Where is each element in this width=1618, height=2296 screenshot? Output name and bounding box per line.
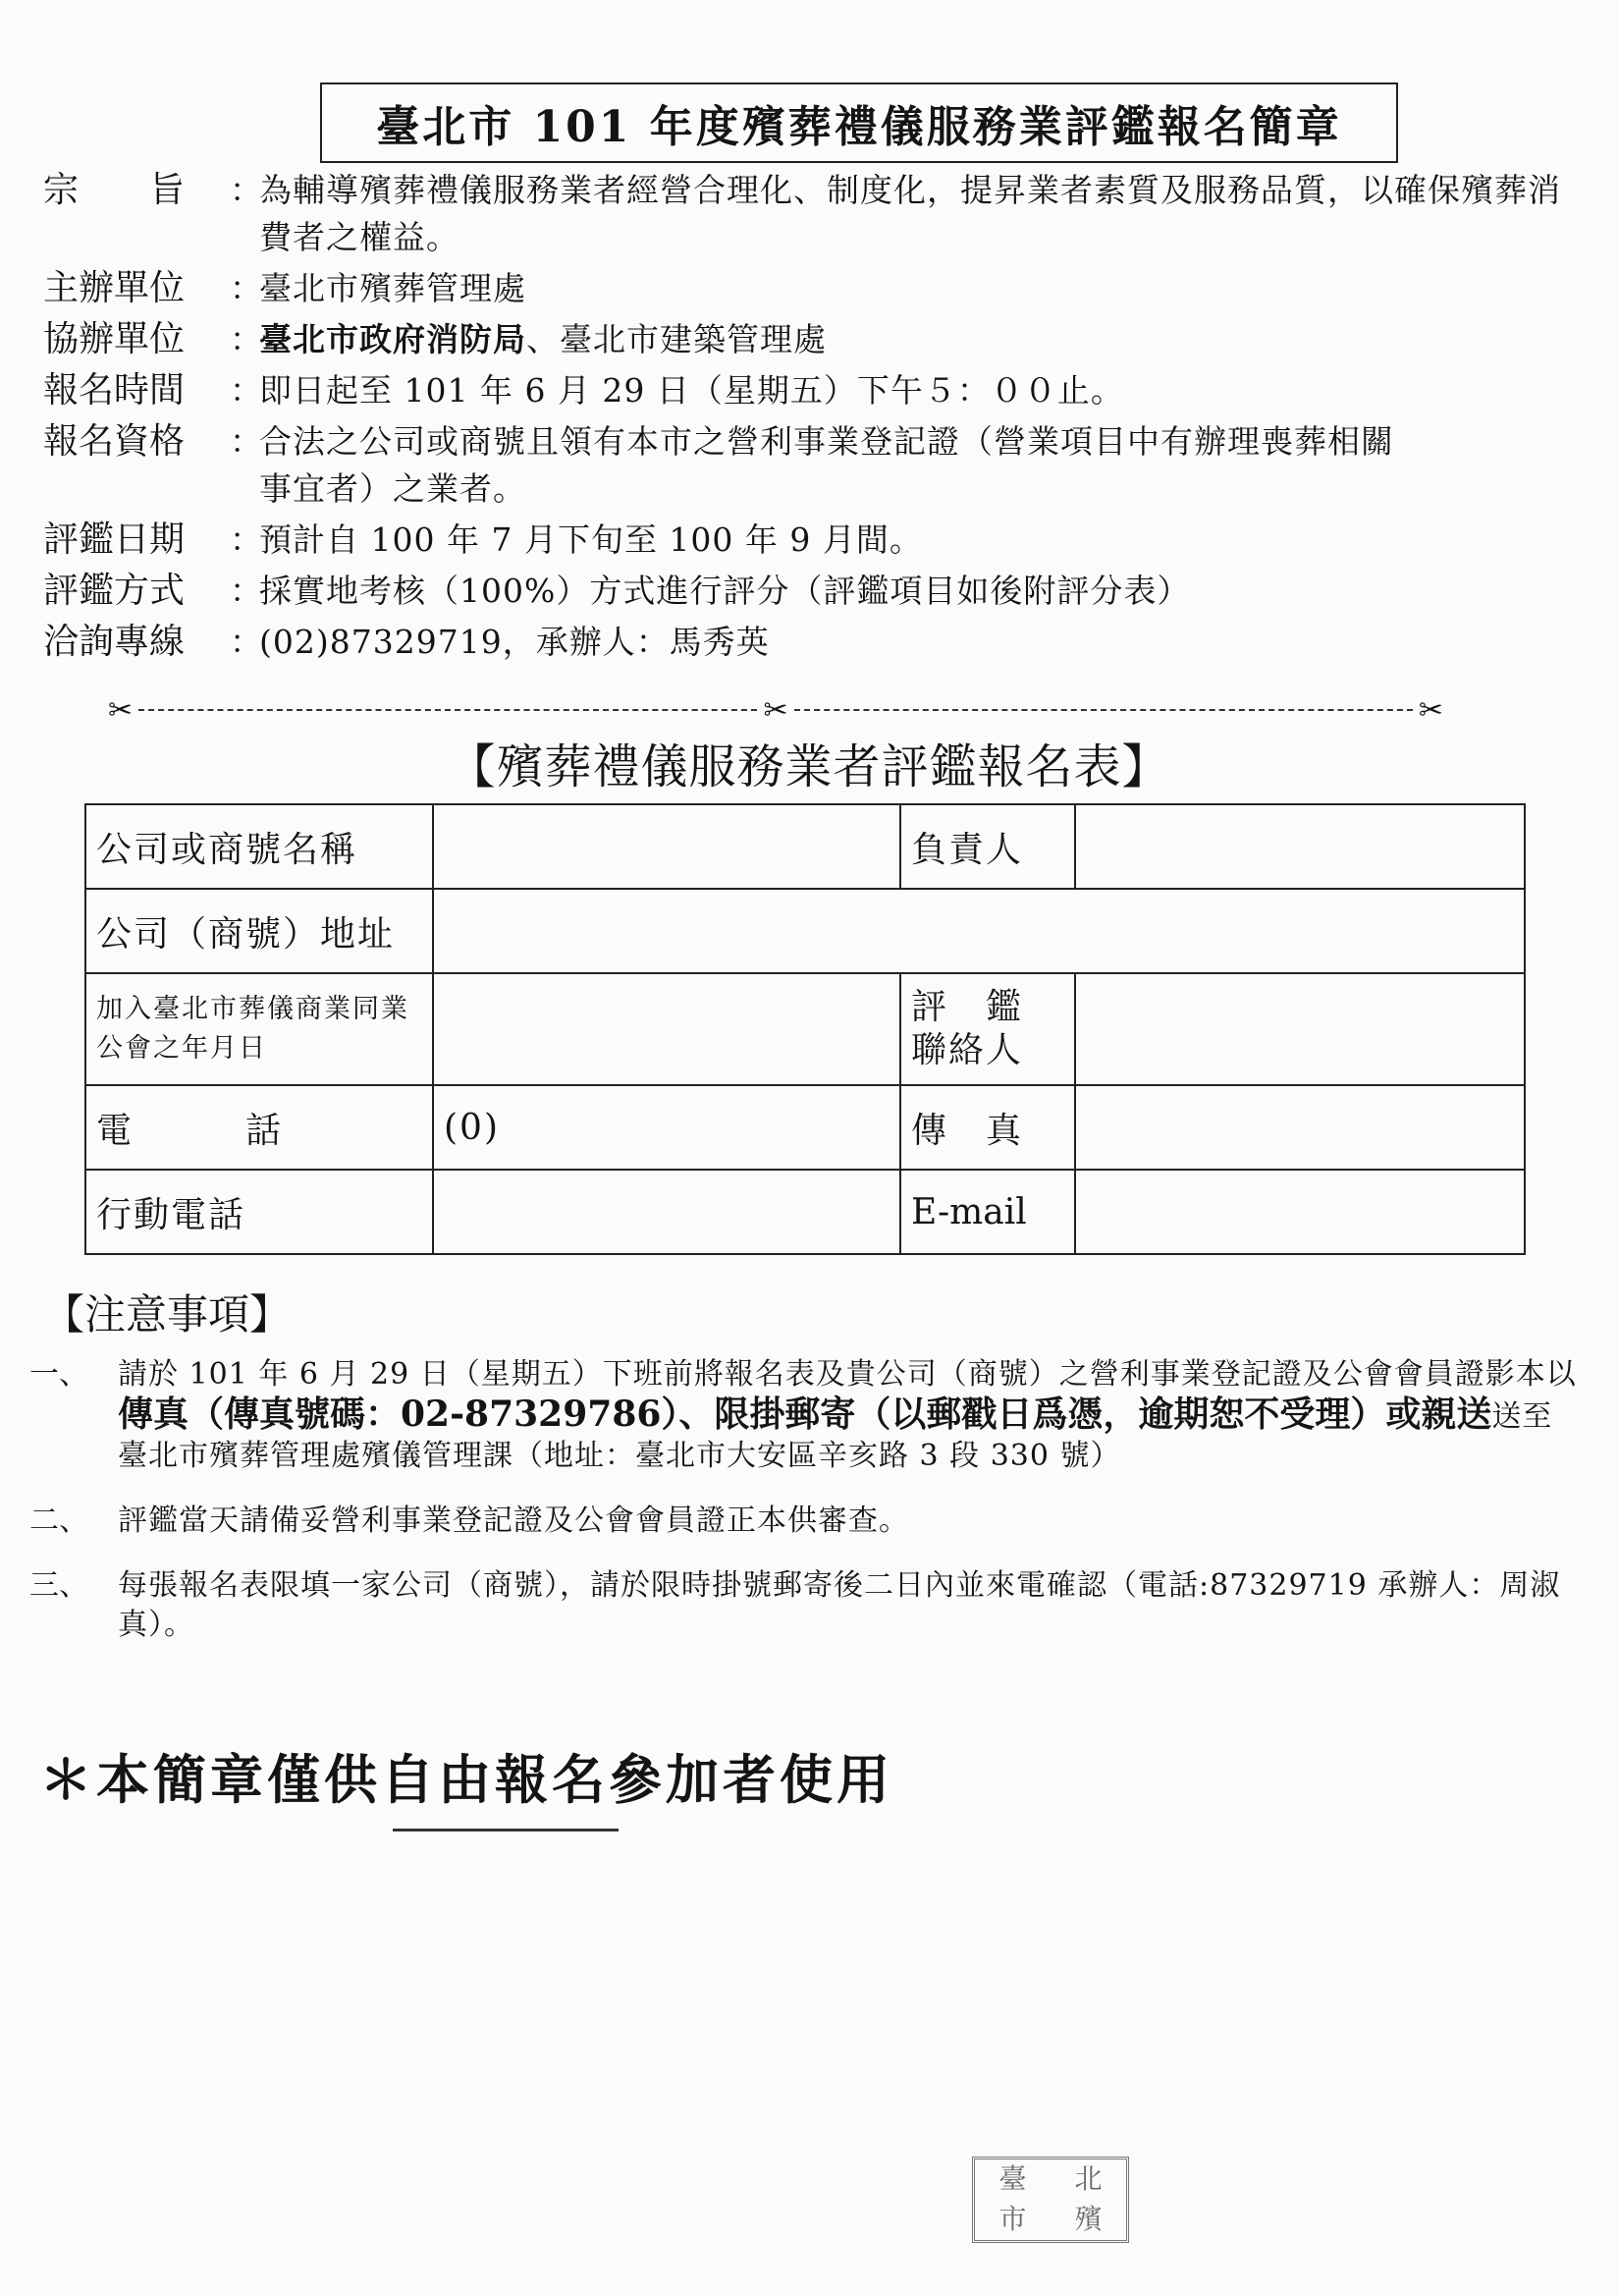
info-row-purpose bbox=[43, 167, 1575, 261]
mobile-field[interactable] bbox=[433, 1170, 900, 1254]
note-number: 二、 bbox=[29, 1503, 88, 1538]
email-label: E-mail bbox=[900, 1170, 1075, 1254]
form-row bbox=[85, 804, 1525, 889]
company-name-field[interactable] bbox=[433, 804, 900, 889]
form-row bbox=[85, 1085, 1525, 1170]
info-section bbox=[43, 167, 1575, 670]
info-label: 報名時間 bbox=[43, 370, 186, 410]
mobile-label: 行動電話 bbox=[85, 1170, 433, 1254]
fax-label: 傳 真 bbox=[900, 1085, 1075, 1170]
info-colon: ： bbox=[230, 422, 262, 461]
info-value: 即日起至 101 年 6 月 29 日（星期五）下午５：００止。 bbox=[259, 371, 1124, 410]
owner-label: 負責人 bbox=[900, 804, 1075, 889]
info-value: 採實地考核（100%）方式進行評分（評鑑項目如後附評分表） bbox=[259, 572, 1191, 610]
owner-field[interactable] bbox=[1075, 804, 1525, 889]
form-row bbox=[85, 889, 1525, 973]
info-colon: ： bbox=[230, 572, 262, 610]
info-colon: ： bbox=[230, 520, 262, 559]
note-item bbox=[29, 1566, 1581, 1645]
info-value-bold: 臺北市政府消防局 bbox=[259, 320, 526, 358]
info-row-contact-line bbox=[43, 619, 1575, 666]
registration-form bbox=[84, 803, 1526, 1255]
info-label: 宗 旨 bbox=[43, 170, 186, 210]
join-date-field[interactable] bbox=[433, 973, 900, 1085]
note-item bbox=[29, 1355, 1581, 1476]
note-number: 一、 bbox=[29, 1357, 88, 1392]
info-row-co-organizer bbox=[43, 316, 1575, 363]
info-label: 協辦單位 bbox=[43, 319, 186, 359]
dashed-line bbox=[794, 709, 1413, 711]
info-value: 為輔導殯葬禮儀服務業者經營合理化、制度化，提昇業者素質及服務品質，以確保殯葬消費者之權益。 bbox=[259, 171, 1561, 256]
info-value: 臺北市殯葬管理處 bbox=[259, 269, 526, 307]
footer-note: ＊本簡章僅供自由報名參加者使用 bbox=[39, 1749, 893, 1811]
phone-field[interactable]: (0) bbox=[433, 1085, 900, 1170]
notes-title: 【注意事項】 bbox=[43, 1290, 292, 1339]
handwritten-underline bbox=[393, 1829, 619, 1831]
info-colon: ： bbox=[230, 623, 262, 661]
note-text: 每張報名表限填一家公司（商號），請於限時掛號郵寄後二日內並來電確認（電話:87329719 承辦人：周淑真）。 bbox=[118, 1568, 1561, 1642]
form-title: 【殯葬禮儀服務業者評鑑報名表】 bbox=[448, 739, 1170, 794]
info-value: 合法之公司或商號且領有本市之營利事業登記證（營業項目中有辦理喪葬相關事宜者）之業者。 bbox=[259, 422, 1394, 508]
dashed-line bbox=[138, 709, 757, 711]
contact-person-label: 評 鑑 聯絡人 bbox=[900, 973, 1075, 1085]
scissors-icon: ✂ bbox=[108, 692, 134, 728]
info-label: 報名資格 bbox=[43, 421, 186, 462]
info-label: 評鑑日期 bbox=[43, 519, 186, 560]
note-text-part: 送至臺北市殯葬管理處殯儀管理課（地址：臺北市大安區辛亥路 3 段 330 號） bbox=[118, 1399, 1553, 1473]
info-row-eligibility bbox=[43, 418, 1575, 513]
seal-char: 臺 bbox=[998, 2162, 1027, 2195]
official-seal bbox=[972, 2157, 1129, 2243]
info-colon: ： bbox=[230, 171, 262, 209]
join-date-label: 加入臺北市葬儀商業同業公會之年月日 bbox=[85, 973, 433, 1085]
info-colon: ： bbox=[230, 371, 262, 410]
info-label: 評鑑方式 bbox=[43, 571, 186, 611]
info-row-registration-time bbox=[43, 367, 1575, 414]
info-label: 洽詢專線 bbox=[43, 622, 186, 662]
notes-section bbox=[29, 1355, 1581, 1670]
form-row bbox=[85, 973, 1525, 1085]
note-number: 三、 bbox=[29, 1568, 88, 1603]
address-field[interactable] bbox=[433, 889, 1525, 973]
contact-person-field[interactable] bbox=[1075, 973, 1525, 1085]
document-title: 臺北市 101 年度殯葬禮儀服務業評鑑報名簡章 bbox=[320, 82, 1398, 163]
scissors-icon: ✂ bbox=[1418, 692, 1444, 728]
info-value-rest: 、臺北市建築管理處 bbox=[526, 320, 827, 358]
note-text bbox=[118, 1355, 1581, 1476]
seal-char: 北 bbox=[1074, 2162, 1103, 2195]
note-text: 評鑑當天請備妥營利事業登記證及公會會員證正本供審查。 bbox=[118, 1503, 909, 1538]
form-row bbox=[85, 1170, 1525, 1254]
info-row-evaluation-date bbox=[43, 517, 1575, 564]
info-colon: ： bbox=[230, 269, 262, 307]
scissors-icon: ✂ bbox=[763, 692, 788, 728]
address-label: 公司（商號）地址 bbox=[85, 889, 433, 973]
info-colon: ： bbox=[230, 320, 262, 358]
phone-label: 電 話 bbox=[85, 1085, 433, 1170]
cut-line bbox=[108, 692, 1444, 728]
note-item bbox=[29, 1502, 1581, 1541]
info-label: 主辦單位 bbox=[43, 268, 186, 308]
info-value bbox=[259, 316, 1575, 363]
fax-field[interactable] bbox=[1075, 1085, 1525, 1170]
email-field[interactable] bbox=[1075, 1170, 1525, 1254]
info-value: 預計自 100 年 7 月下旬至 100 年 9 月間。 bbox=[259, 520, 923, 559]
seal-char: 殯 bbox=[1074, 2203, 1103, 2235]
seal-char: 市 bbox=[998, 2203, 1027, 2235]
note-text-emphasis: 傳真（傳真號碼：02-87329786）、限掛郵寄（以郵戳日爲憑，逾期恕不受理）或親送 bbox=[118, 1394, 1492, 1435]
info-value: (02)87329719，承辦人：馬秀英 bbox=[259, 623, 770, 661]
company-name-label: 公司或商號名稱 bbox=[85, 804, 433, 889]
info-row-organizer bbox=[43, 265, 1575, 312]
info-row-evaluation-method bbox=[43, 568, 1575, 615]
note-text-part: 請於 101 年 6 月 29 日（星期五）下班前將報名表及貴公司（商號）之營利事業登記證及公會會員證影本以 bbox=[118, 1357, 1577, 1392]
